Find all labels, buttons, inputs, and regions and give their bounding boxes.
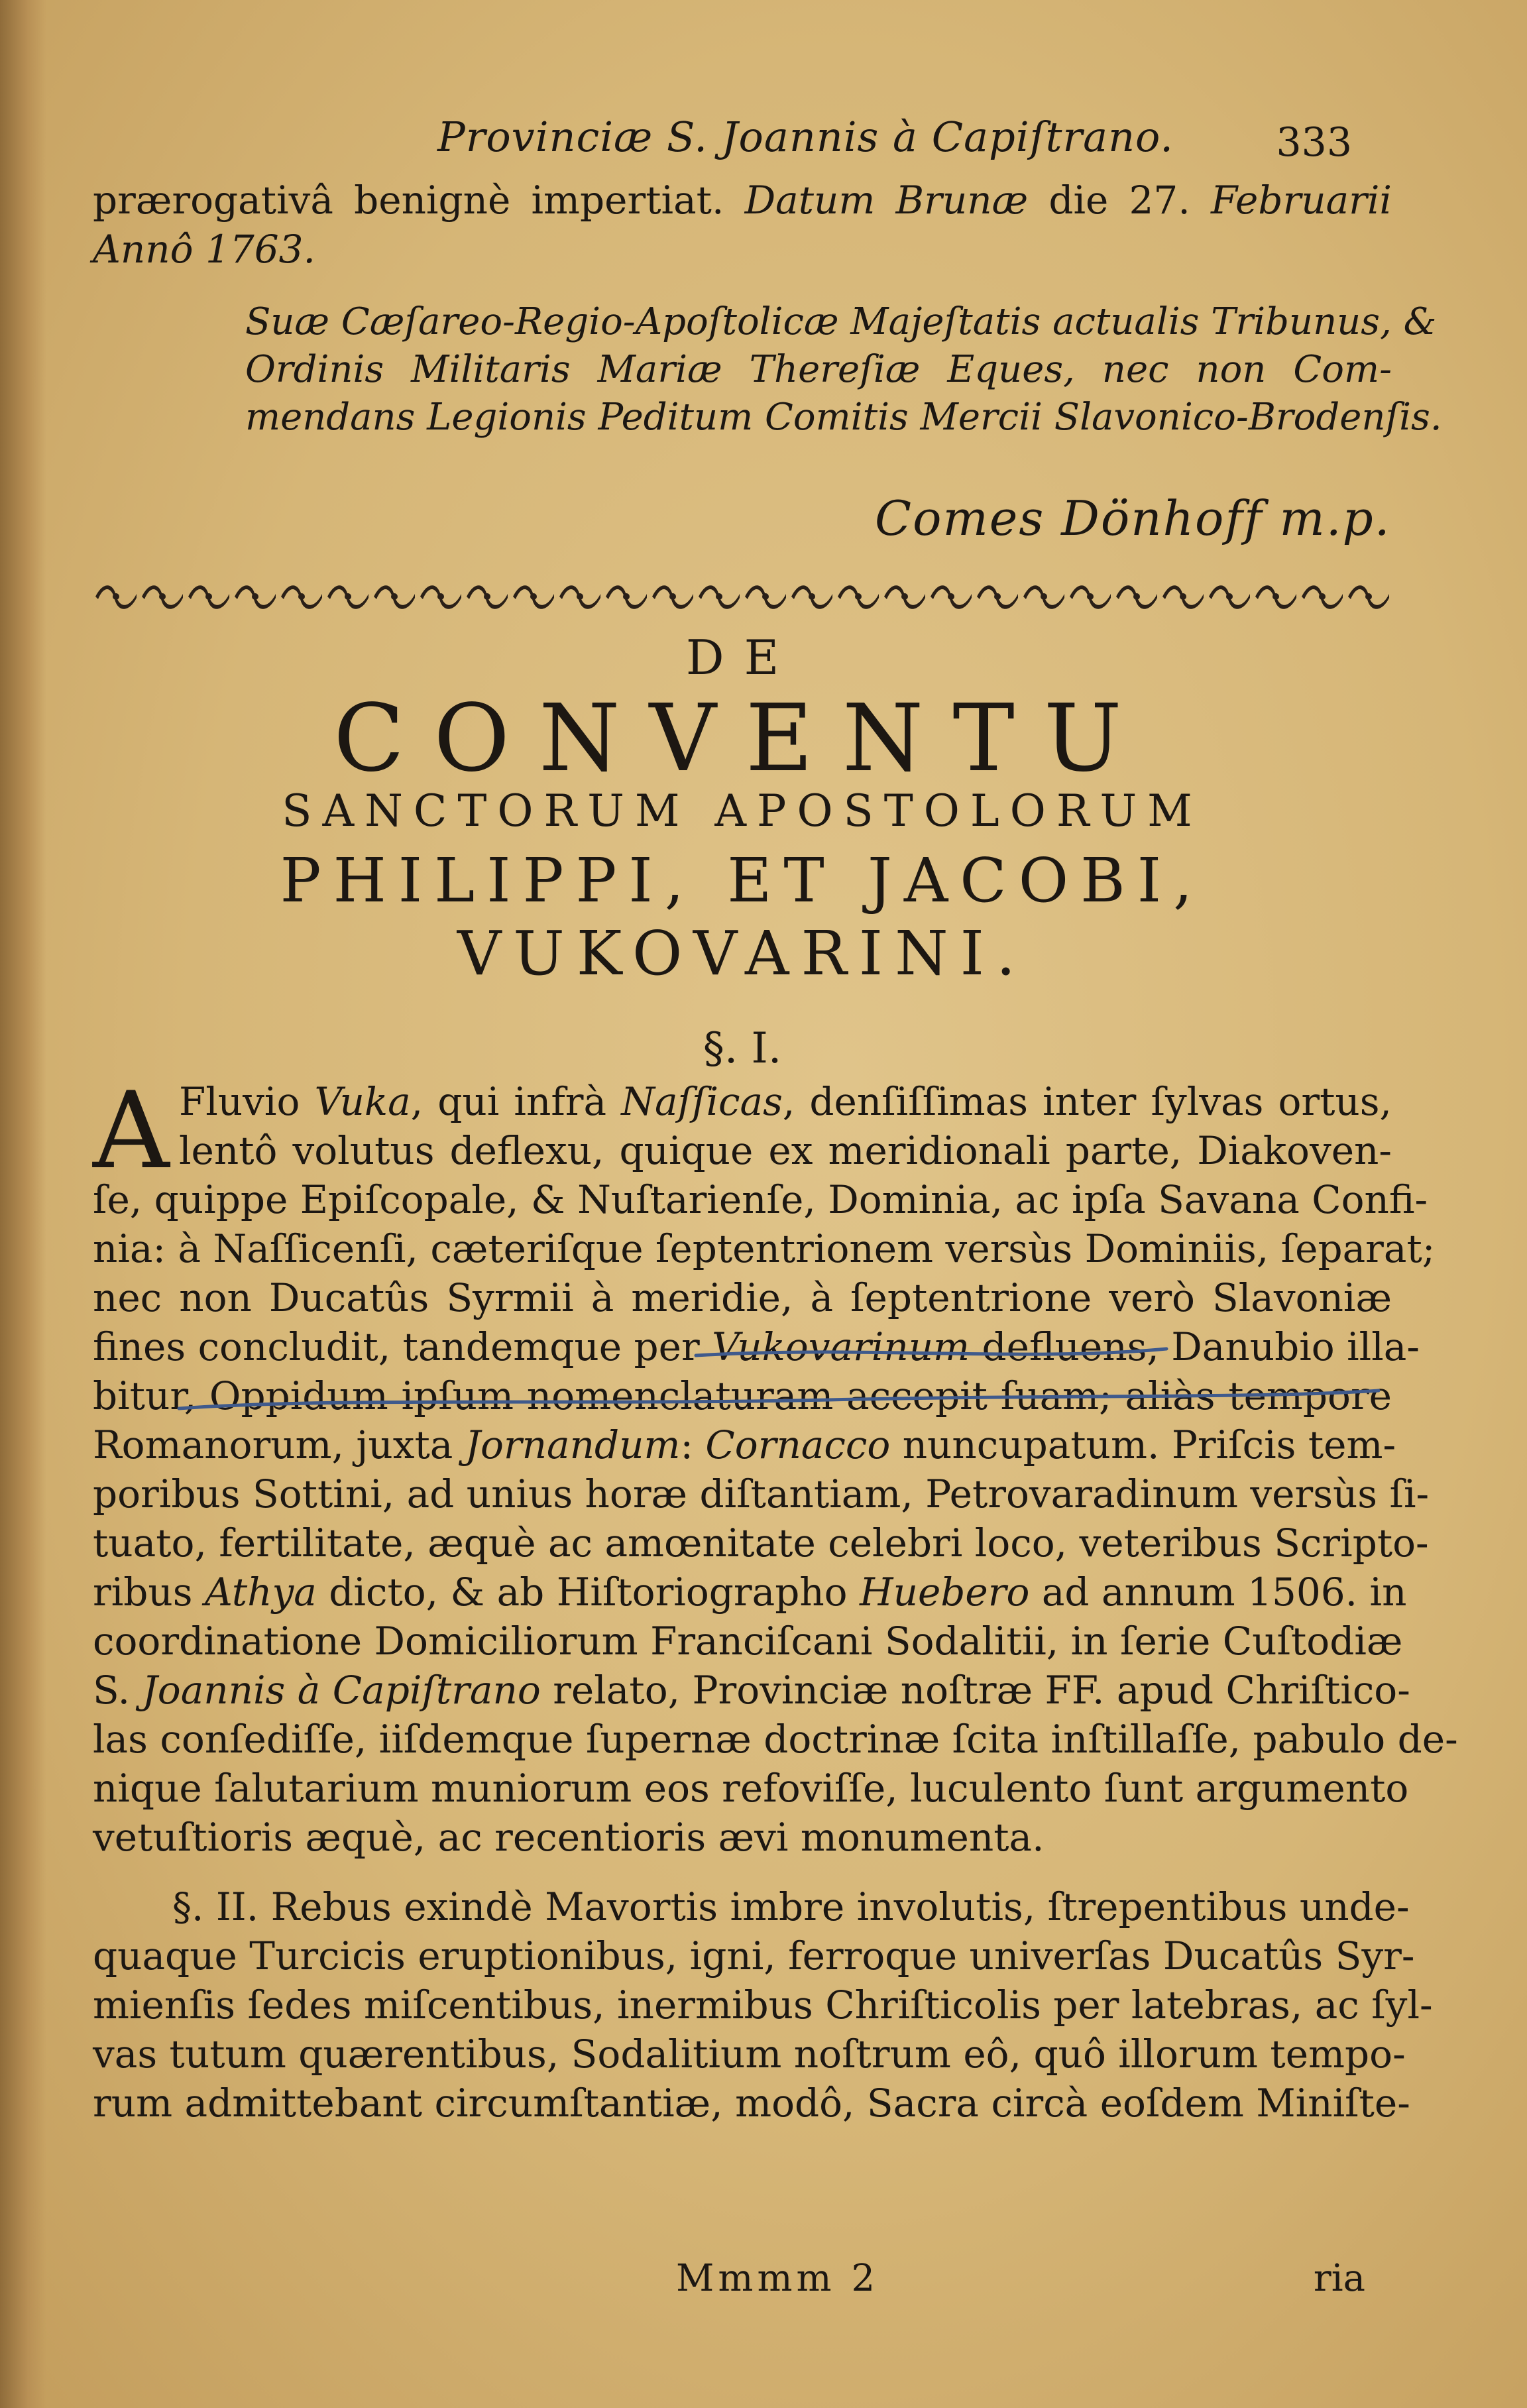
italic-run: Vuka xyxy=(314,1079,411,1124)
signature-block xyxy=(245,298,1442,441)
text-run: S. xyxy=(93,1668,142,1713)
text-line xyxy=(93,1813,1392,1862)
text-line xyxy=(93,1469,1430,1519)
signature-line: Suæ Cæſareo-Regio-Apoſtolicæ Majeſtatis actualis Tribunus, & xyxy=(245,300,1437,343)
text-run: poribus Sottini, ad unius horæ diſtantiam, Petrovaradinum versùs ſi- xyxy=(93,1471,1430,1517)
title-sanctorum: SANCTORUM APOSTOLORUM xyxy=(282,785,1203,836)
text-line xyxy=(93,1715,1458,1764)
text-run: tuato, fertilitate, æquè ac amœnitate celebri loco, veteribus Scripto- xyxy=(93,1520,1429,1566)
text-run: vetuſtioris æquè, ac recentioris ævi monumenta. xyxy=(93,1815,1045,1860)
section-mark-1: §. I. xyxy=(703,1024,782,1073)
text-run: Fluvio xyxy=(179,1079,315,1124)
page-gutter-shadow xyxy=(0,0,46,2408)
text-run: relato, Provinciæ noſtræ FF. apud Chriſtico- xyxy=(540,1668,1410,1713)
text-run: ribus xyxy=(93,1570,205,1615)
page-header xyxy=(93,113,1392,172)
italic-run: Cornacco xyxy=(705,1422,891,1467)
text-line xyxy=(93,1273,1392,1322)
text-line xyxy=(93,1175,1428,1224)
text-line xyxy=(93,1420,1396,1469)
text-run: , denſiſſimas inter ſylvas ortus, xyxy=(782,1079,1392,1124)
title-philippi: PHILIPPI, ET JACOBI, xyxy=(280,845,1205,916)
italic-run: Annô 1763. xyxy=(93,227,315,272)
text-run: ad annum 1506. in xyxy=(1029,1570,1407,1615)
text-run: dicto, & ab Hiſtoriographo xyxy=(316,1570,860,1615)
text-line: mienſis ſedes miſcentibus, inermibus Chriſticolis per latebras, ac ſyl- xyxy=(93,1982,1433,2028)
paragraph-section-1 xyxy=(93,1068,1458,1862)
signature-line: mendans Legionis Peditum Comitis Mercii Slavonico-Brodenſis. xyxy=(245,396,1442,439)
text-line xyxy=(93,176,1392,225)
text-run: nique ſalutarium muniorum eos refoviſſe, luculento ſunt argumento xyxy=(93,1766,1409,1811)
text-line xyxy=(93,1764,1409,1813)
text-run: ſe, quippe Epiſcopale, & Nuſtarienſe, Dominia, ac ipſa Savana Confi- xyxy=(93,1177,1428,1222)
italic-run: Vukovarinum xyxy=(712,1324,970,1369)
text-line xyxy=(93,1077,1392,1126)
italic-run: Datum Brunæ xyxy=(744,178,1029,223)
text-run: die 27. xyxy=(1028,178,1211,223)
text-line xyxy=(93,1371,1392,1420)
text-run: las conſediſſe, iiſdemque ſupernæ doctrinæ ſcita inſtillaſſe, pabulo de- xyxy=(93,1717,1458,1762)
text-line: quaque Turcicis eruptionibus, igni, ferroque univerſas Ducatûs Syr- xyxy=(93,1933,1415,1978)
printer-signature-mark: Mmmm 2 xyxy=(676,2257,879,2300)
text-run: defluens, Danubio illa- xyxy=(970,1324,1420,1369)
text-run: prærogativâ benignè impertiat. xyxy=(93,178,745,223)
signatory-name: Comes Dönhoff m.p. xyxy=(875,490,1391,546)
italic-run: Athya xyxy=(204,1570,317,1615)
italic-run: Naſſicas xyxy=(621,1079,783,1124)
text-line: §. II. Rebus exindè Mavortis imbre involutis, ſtrepentibus unde- xyxy=(172,1884,1410,1929)
title-vukovarini: VUKOVARINI. xyxy=(457,918,1028,989)
text-line xyxy=(93,1568,1407,1617)
text-run: : xyxy=(680,1422,706,1467)
text-line: vas tutum quærentibus, Sodalitium noſtrum eô, quô illorum tempo- xyxy=(93,2032,1406,2077)
page-number: 333 xyxy=(1276,119,1352,166)
italic-run: Joannis à Capiſtrano xyxy=(142,1668,541,1713)
continued-paragraph xyxy=(93,176,1392,274)
text-line xyxy=(93,1617,1403,1666)
text-line xyxy=(93,1666,1410,1715)
text-run: lentô volutus deflexu, quique ex meridionali parte, Diakoven- xyxy=(179,1128,1392,1173)
text-run: nec non Ducatûs Syrmii à meridie, à ſeptentrione verò Slavoniæ xyxy=(93,1275,1392,1320)
text-run: fines concludit, tandemque per xyxy=(93,1324,712,1369)
text-line xyxy=(93,1126,1392,1175)
italic-run: Huebero xyxy=(860,1570,1030,1615)
title-conventu: CONVENTU xyxy=(333,685,1151,793)
text-run: nuncupatum. Priſcis tem- xyxy=(890,1422,1396,1467)
text-line: rum admittebant circumſtantiæ, modô, Sacra circà eoſdem Miniſte- xyxy=(93,2081,1410,2126)
fleuron-border-icon xyxy=(93,577,1392,614)
text-line xyxy=(93,1224,1436,1273)
running-head: Provinciæ S. Joannis à Capiſtrano. xyxy=(437,113,1174,161)
text-line xyxy=(93,1322,1420,1371)
paragraph-section-2 xyxy=(93,1882,1433,2128)
text-run: coordinatione Domiciliorum Franciſcani Sodalitii, in ſerie Cuſtodiæ xyxy=(93,1619,1403,1664)
text-run: nia: à Naſſicenſi, cæteriſque ſeptentrionem versùs Dominiis, ſeparat; xyxy=(93,1226,1436,1271)
italic-run: Februarii xyxy=(1210,178,1392,223)
italic-run: Jornandum xyxy=(465,1422,681,1467)
text-line xyxy=(93,1519,1429,1568)
text-run: , qui infrà xyxy=(410,1079,622,1124)
drop-capital: A xyxy=(93,1068,170,1192)
title-de: DE xyxy=(685,630,799,685)
text-run: bitur, Oppidum ipſum nomenclaturam accepit ſuam; aliàs tempore xyxy=(93,1373,1392,1418)
signature-line: Ordinis Militaris Mariæ Thereſiæ Eques, nec non Com- xyxy=(245,348,1392,391)
text-line xyxy=(93,225,1392,274)
text-run: Romanorum, juxta xyxy=(93,1422,465,1467)
catchword: ria xyxy=(1313,2257,1365,2300)
page-footer xyxy=(93,2257,1392,2310)
